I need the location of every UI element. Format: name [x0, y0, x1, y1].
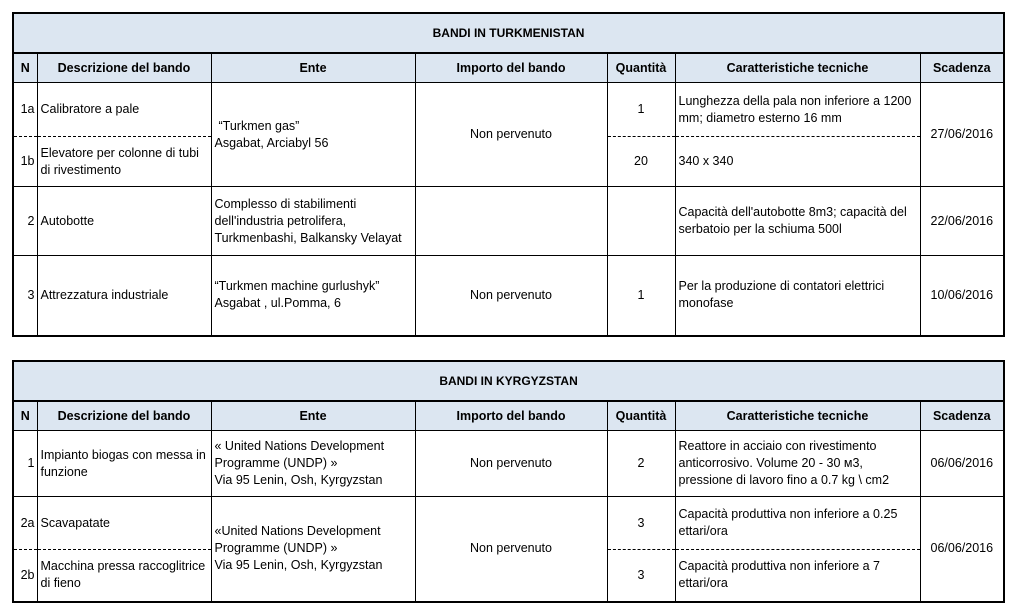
col-header-importo: Importo del bando — [415, 53, 607, 83]
table-row — [13, 497, 1004, 550]
ente-address: Asgabat , ul.Pomma, 6 — [214, 296, 341, 311]
row-caratteristiche: Capacità produttiva non inferiore a 0.25 ettari/ora — [675, 497, 920, 550]
col-header-descrizione: Descrizione del bando — [37, 53, 211, 83]
row-number: 2a — [13, 497, 37, 550]
ente-address: Via 95 Lenin, Osh, Kyrgyzstan — [214, 473, 383, 487]
ente-name: «United Nations Development Programme (UNDP) » — [214, 524, 381, 556]
turkmenistan-table — [12, 12, 1005, 337]
row-descrizione: Scavapatate — [37, 497, 211, 550]
row-descrizione: Elevatore per colonne di tubi di rivestimento — [37, 137, 211, 187]
col-header-quantita: Quantità — [607, 53, 675, 83]
row-scadenza: 06/06/2016 — [920, 497, 1004, 602]
row-importo — [415, 187, 607, 256]
row-number: 1b — [13, 137, 37, 187]
row-ente — [211, 256, 415, 336]
row-importo: Non pervenuto — [415, 256, 607, 336]
row-ente: Complesso di stabilimenti dell'industria petrolifera, Turkmenbashi, Balkansky Velayat — [211, 187, 415, 256]
row-quantita — [607, 187, 675, 256]
row-quantita: 3 — [607, 497, 675, 550]
row-ente — [211, 431, 415, 497]
kyrgyzstan-table — [12, 360, 1005, 603]
col-header-importo: Importo del bando — [415, 401, 607, 431]
col-header-quantita: Quantità — [607, 401, 675, 431]
col-header-ente: Ente — [211, 53, 415, 83]
row-quantita: 1 — [607, 83, 675, 137]
row-scadenza: 27/06/2016 — [920, 83, 1004, 187]
row-number: 3 — [13, 256, 37, 336]
row-descrizione: Autobotte — [37, 187, 211, 256]
row-caratteristiche: Reattore in acciaio con rivestimento anticorrosivo. Volume 20 - 30 м3, pressione di lavoro fino a 0.7 kg \ cm2 — [675, 431, 920, 497]
row-quantita: 20 — [607, 137, 675, 187]
row-ente — [211, 497, 415, 602]
row-importo: Non pervenuto — [415, 497, 607, 602]
table-title: BANDI IN TURKMENISTAN — [13, 13, 1004, 53]
row-number: 1a — [13, 83, 37, 137]
row-quantita: 3 — [607, 550, 675, 602]
col-header-n: N — [13, 53, 37, 83]
row-caratteristiche: Lunghezza della pala non inferiore a 1200 mm; diametro esterno 16 mm — [675, 83, 920, 137]
row-scadenza: 22/06/2016 — [920, 187, 1004, 256]
row-descrizione: Calibratore a pale — [37, 83, 211, 137]
ente-address: Asgabat, Arciabyl 56 — [214, 135, 329, 150]
col-header-ente: Ente — [211, 401, 415, 431]
row-importo: Non pervenuto — [415, 83, 607, 187]
row-scadenza: 06/06/2016 — [920, 431, 1004, 497]
row-ente — [211, 83, 415, 187]
col-header-scadenza: Scadenza — [920, 53, 1004, 83]
table-row — [13, 83, 1004, 137]
row-descrizione: Macchina pressa raccoglitrice di fieno — [37, 550, 211, 602]
row-number: 2 — [13, 187, 37, 256]
table-row — [13, 256, 1004, 336]
row-descrizione: Attrezzatura industriale — [37, 256, 211, 336]
col-header-caratteristiche: Caratteristiche tecniche — [675, 401, 920, 431]
ente-address: Via 95 Lenin, Osh, Kyrgyzstan — [214, 558, 383, 573]
row-caratteristiche: Capacità dell'autobotte 8m3; capacità del serbatoio per la schiuma 500l — [675, 187, 920, 256]
row-importo: Non pervenuto — [415, 431, 607, 497]
table-row — [13, 431, 1004, 497]
table-title: BANDI IN KYRGYZSTAN — [13, 361, 1004, 401]
ente-name: « United Nations Development Programme (UNDP) » — [214, 439, 385, 470]
row-quantita: 1 — [607, 256, 675, 336]
row-caratteristiche: Per la produzione di contatori elettrici monofase — [675, 256, 920, 336]
col-header-scadenza: Scadenza — [920, 401, 1004, 431]
row-caratteristiche: Capacità produttiva non inferiore a 7 ettari/ora — [675, 550, 920, 602]
col-header-caratteristiche: Caratteristiche tecniche — [675, 53, 920, 83]
row-scadenza: 10/06/2016 — [920, 256, 1004, 336]
row-descrizione: Impianto biogas con messa in funzione — [37, 431, 211, 497]
ente-name: “Turkmen machine gurlushyk” — [214, 279, 380, 294]
table-row — [13, 187, 1004, 256]
col-header-descrizione: Descrizione del bando — [37, 401, 211, 431]
col-header-n: N — [13, 401, 37, 431]
ente-name: “Turkmen gas” — [218, 118, 300, 133]
row-quantita: 2 — [607, 431, 675, 497]
row-number: 1 — [13, 431, 37, 497]
row-number: 2b — [13, 550, 37, 602]
row-caratteristiche: 340 x 340 — [675, 137, 920, 187]
